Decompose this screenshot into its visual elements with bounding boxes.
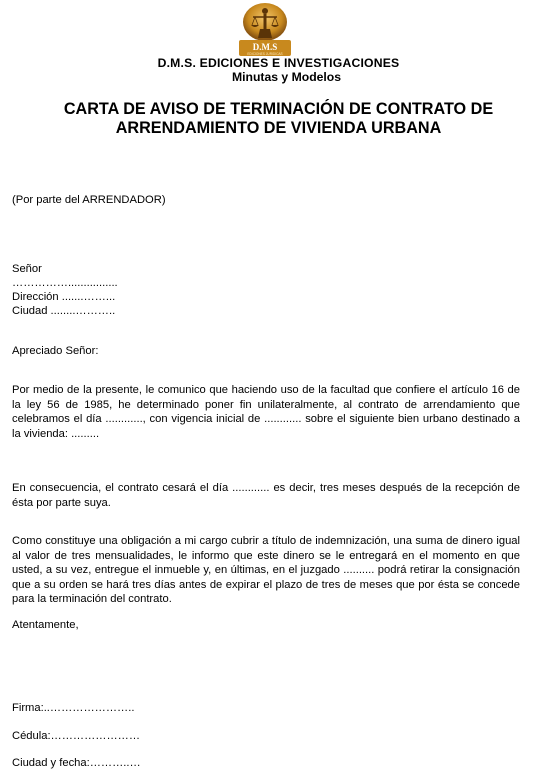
closing: Atentamente, — [12, 619, 79, 631]
addressee-address-line: Dirección .......……... — [12, 291, 116, 303]
title-line-1: CARTA DE AVISO DE TERMINACIÓN DE CONTRATO DE — [63, 100, 494, 118]
paragraph-2: En consecuencia, el contrato cesará el día ............ es decir, tres meses después de la recepción de ésta por parte suya. — [12, 482, 520, 509]
logo-text: D.M.S — [252, 42, 278, 52]
publisher-name: D.M.S. EDICIONES E INVESTIGACIONES — [157, 56, 400, 70]
addressee-name-line: ……………................ — [12, 277, 118, 289]
paragraph-3: Como constituye una obligación a mi cargo cubrir a título de indemnización, una suma de dinero igual al valor de tres mensualidades, le informo que este dinero se le entregará en el momento en que usted, a su vez, entregue el inmueble y, en últimas, en el juzgado .......... podrá retirar la consignación que a su orden se hará tres días antes de expirar el plazo de tres de meses que por ésta se concede para la terminación del contrato. — [12, 535, 520, 606]
city-date-line: Ciudad y fecha:………..… — [12, 757, 141, 769]
id-number-line: Cédula:…………………… — [12, 730, 141, 742]
salutation: Señor — [12, 263, 42, 275]
document-title — [0, 100, 557, 138]
greeting: Apreciado Señor: — [12, 345, 99, 357]
publisher-subtitle: Minutas y Modelos — [232, 70, 342, 84]
publisher-logo — [236, 2, 294, 58]
logo-subtext: EDICIONES JURIDICAS — [247, 52, 283, 56]
signature-line: Firma:..………………….. — [12, 702, 135, 714]
title-line-2: ARRENDAMIENTO DE VIVIENDA URBANA — [115, 119, 442, 137]
scales-of-justice-icon — [236, 2, 294, 58]
addressee-city-line: Ciudad ........……….. — [12, 305, 116, 317]
party-note: (Por parte del ARRENDADOR) — [12, 194, 166, 206]
paragraph-1: Por medio de la presente, le comunico que haciendo uso de la facultad que confiere el artículo 16 de la ley 56 de 1985, he determinado poner fin unilateralmente, al contrato de arrendamiento que celebramos el día ............, con vigencia inicial de ............ sobre el siguiente bien urbano destinado a la vivienda: ......... — [12, 384, 520, 440]
